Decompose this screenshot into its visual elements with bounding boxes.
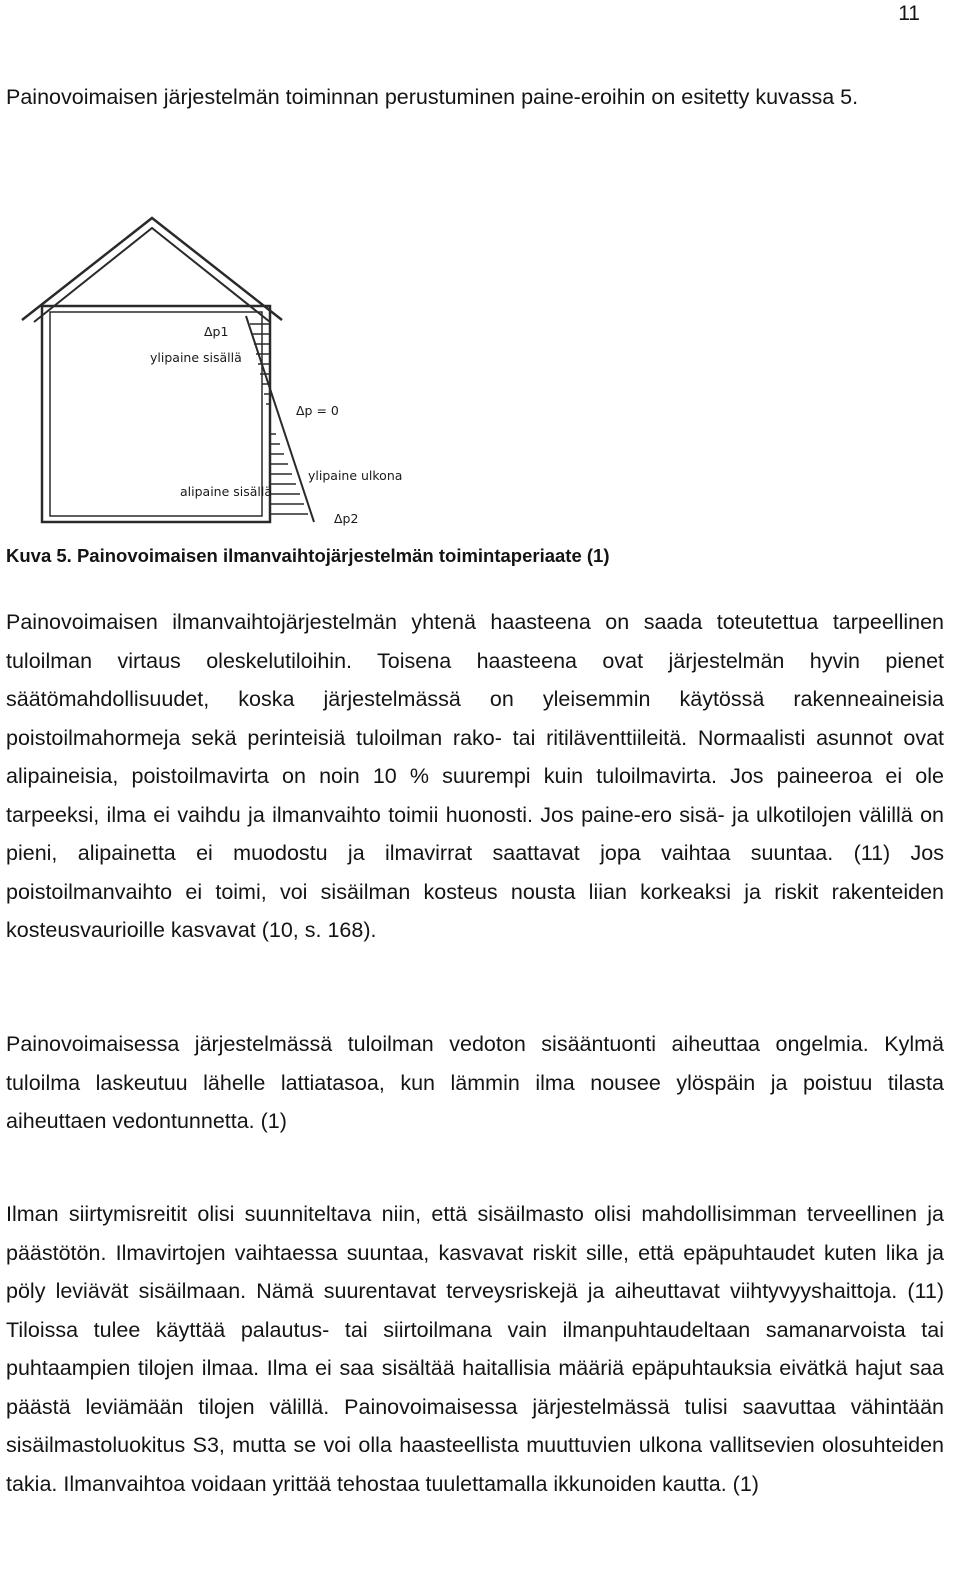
house-roof — [22, 218, 282, 320]
figure-caption: Kuva 5. Painovoimaisen ilmanvaihtojärjestelmän toimintaperiaate (1) — [6, 545, 610, 566]
overpressure-outside-label: ylipaine ulkona — [308, 468, 403, 483]
dp1-label: Δp1 — [204, 324, 229, 339]
pressure-diagram — [20, 212, 440, 532]
dp2-label: Δp2 — [334, 511, 359, 526]
house-roof-inner — [34, 228, 270, 322]
paragraph-2: Painovoimaisessa järjestelmässä tuloilman vedoton sisääntuonti aiheuttaa ongelmia. Kylmä tuloilma laskeutuu lähelle lattiatasoa, kun lämmin ilma nousee ylöspäin ja poistuu tilasta aiheuttaen vedontunnetta. (1) — [6, 1032, 944, 1133]
dp-zero-label: Δp = 0 — [296, 403, 339, 418]
paragraph-1: Painovoimaisen ilmanvaihtojärjestelmän yhtenä haasteena on saada toteutettua tarpeellinen tuloilman virtaus oleskelutiloihin. Toisena haasteena ovat järjestelmän hyvin pienet säätömahdollisuudet, koska järjestelmässä on yleisemmin käytössä rakenneaineisia poistoilmahormeja sekä perinteisiä tuloilman rako- tai ritiläventtiileitä. Normaalisti asunnot ovat alipaineisia, poistoilmavirta on noin 10 % suurempi kuin tuloilmavirta. Jos paineeroa ei ole tarpeeksi, ilma ei vaihdu ja ilmanvaihto toimii huonosti. Jos paine-ero sisä- ja ulkotilojen välillä on pieni, alipainetta ei muodostu ja ilmavirrat saattavat jopa vaihtaa suuntaa. (11) Jos poistoilmanvaihto ei toimi, voi sisäilman kosteus nousta liian korkeaksi ja riskit rakenteiden kosteusvaurioille kasvavat (10, s. 168). — [6, 610, 944, 942]
intro-paragraph: Painovoimaisen järjestelmän toiminnan perustuminen paine-eroihin on esitetty kuvassa 5. — [6, 85, 859, 109]
underpressure-inside-label: alipaine sisällä — [180, 484, 273, 499]
house-pressure-svg — [20, 212, 440, 532]
overpressure-inside-label: ylipaine sisällä — [150, 350, 242, 365]
paragraph-3: Ilman siirtymisreitit olisi suunniteltava niin, että sisäilmasto olisi mahdollisimman terveellinen ja päästötön. Ilmavirtojen vaihtaessa suuntaa, kasvavat riskit sille, että epäpuhtaudet kuten lika ja pöly leviävät sisäilmaan. Nämä suurentavat terveysriskejä ja aiheuttavat viihtyvyyshaittoja. (11) Tiloissa tulee käyttää palautus- tai siirtoilmana vain ilmanpuhtaudeltaan samanarvoista tai puhtaampien tilojen ilmaa. Ilma ei saa sisältää haitallisia määriä epäpuhtauksia eivätkä hajut saa päästä leviämään tilojen välillä. Painovoimaisessa järjestelmässä tulisi saavuttaa vähintään sisäilmastoluokitus S3, mutta se voi olla haasteellista muuttuvien ulkona vallitsevien olosuhteiden takia. Ilmanvaihtoa voidaan yrittää tehostaa tuulettamalla ikkunoiden kautta. (1) — [6, 1202, 944, 1496]
page-number: 11 — [898, 2, 920, 25]
